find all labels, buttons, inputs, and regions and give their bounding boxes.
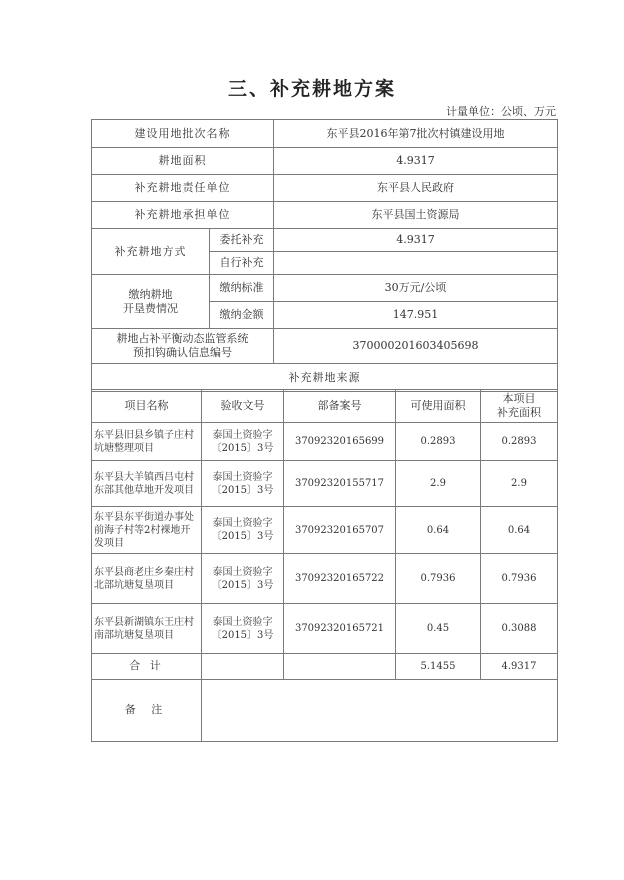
project-name: 东平县商老庄乡秦庄村北部坑塘复垦项目 [92,554,202,604]
area-value: 4.9317 [274,148,558,175]
fee-label [92,275,210,329]
source-header-row [92,390,558,423]
amount-value: 147.951 [274,302,558,329]
self-value [274,252,558,275]
acceptance-doc: 泰国土资验字〔2015〕3号 [202,507,284,554]
system-label-line1: 耕地占补平衡动态监管系统 [116,332,249,346]
responsible-value: 东平县人民政府 [274,175,558,202]
usable-area: 0.45 [396,604,481,654]
record-number: 37092320165699 [284,423,396,461]
source-heading: 补充耕地来源 [92,364,558,392]
record-number: 37092320165721 [284,604,396,654]
project-name: 东平县旧县乡镇子庄村坑塘整理项目 [92,423,202,461]
fee-label-line2: 开垦费情况 [123,301,178,315]
acceptance-doc: 泰国土资验字〔2015〕3号 [202,604,284,654]
usable-area: 0.64 [396,507,481,554]
remarks-value [202,680,558,742]
table-row [92,554,558,604]
project-name: 东平县东平街道办事处前海子村等2村裸地开发项目 [92,507,202,554]
source-table [91,389,558,742]
approval-batch-label: 建设用地批次名称 [92,120,274,148]
col-header-doc: 验收文号 [202,390,284,423]
total-empty-record [284,654,396,680]
record-number: 37092320155717 [284,461,396,507]
acceptance-doc: 泰国土资验字〔2015〕3号 [202,423,284,461]
table-row [92,604,558,654]
used-area: 0.64 [481,507,558,554]
unit-note: 计量单位：公顷、万元 [446,105,556,118]
record-number: 37092320165722 [284,554,396,604]
project-name: 东平县大羊镇西吕屯村东部其他草地开发项目 [92,461,202,507]
total-empty-doc [202,654,284,680]
used-area: 0.7936 [481,554,558,604]
self-label: 自行补充 [210,252,274,275]
undertaker-value: 东平县国土资源局 [274,202,558,229]
fee-label-line1: 缴纳耕地 [128,287,173,301]
col-header-usable: 可使用面积 [396,390,481,423]
remarks-label: 备 注 [92,680,202,742]
used-area: 0.3088 [481,604,558,654]
standard-value: 30万元/公顷 [274,275,558,302]
amount-label: 缴纳金额 [210,302,274,329]
usable-area: 2.9 [396,461,481,507]
system-label-line2: 预扣钩确认信息编号 [133,346,232,359]
system-label [92,329,274,364]
remarks-row [92,680,558,742]
total-label: 合 计 [92,654,202,680]
acceptance-doc: 泰国土资验字〔2015〕3号 [202,554,284,604]
used-area: 2.9 [481,461,558,507]
table-row [92,461,558,507]
total-row [92,654,558,680]
entrusted-label: 委托补充 [210,229,274,252]
usable-area: 0.7936 [396,554,481,604]
used-area: 0.2893 [481,423,558,461]
system-value: 370000201603405698 [274,329,558,364]
acceptance-doc: 泰国土资验字〔2015〕3号 [202,461,284,507]
entrusted-value: 4.9317 [274,229,558,252]
usable-area: 0.2893 [396,423,481,461]
record-number: 37092320165707 [284,507,396,554]
page-title: 三、补充耕地方案 [227,78,396,100]
land-info-table [91,119,558,392]
col-header-used: 本项目 补充面积 [481,390,558,423]
approval-batch-value: 东平县2016年第7批次村镇建设用地 [274,120,558,148]
area-label: 耕地面积 [92,148,274,175]
project-name: 东平县新湖镇东王庄村南部坑塘复垦项目 [92,604,202,654]
responsible-label: 补充耕地责任单位 [92,175,274,202]
col-header-name: 项目名称 [92,390,202,423]
standard-label: 缴纳标准 [210,275,274,302]
table-row [92,507,558,554]
total-used: 4.9317 [481,654,558,680]
total-usable: 5.1455 [396,654,481,680]
table-row [92,423,558,461]
method-label: 补充耕地方式 [92,229,210,275]
col-header-record: 部备案号 [284,390,396,423]
undertaker-label: 补充耕地承担单位 [92,202,274,229]
